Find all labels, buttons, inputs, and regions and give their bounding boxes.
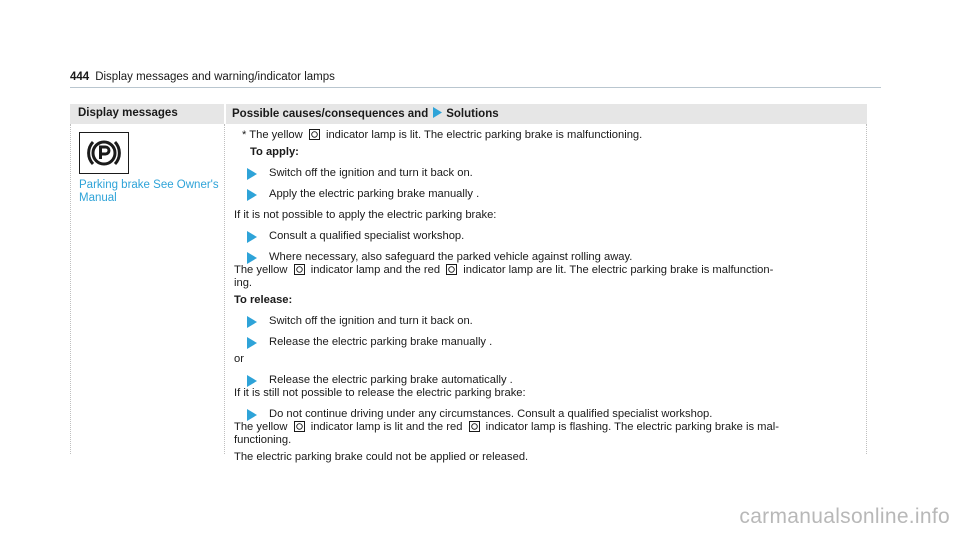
parking-brake-icon <box>446 264 457 275</box>
step <box>234 315 859 328</box>
messages-table <box>70 104 867 463</box>
line-2 <box>234 264 859 277</box>
watermark: carmanualsonline.info <box>739 505 950 528</box>
text: * The yellow <box>242 129 303 141</box>
to-apply-heading: To apply: <box>250 146 299 158</box>
step-text: Apply the electric parking brake manually . <box>269 188 480 200</box>
arrow-right-icon <box>246 315 260 328</box>
col-display-messages-header: Display messages <box>78 107 178 119</box>
text: The yellow <box>234 421 288 433</box>
or-text: or <box>234 353 244 365</box>
arrow-right-icon <box>246 167 260 180</box>
message-link[interactable]: Parking brake See Owner's Manual <box>79 179 219 204</box>
paragraph: If it is still not possible to release the electric parking brake: <box>234 387 526 399</box>
paragraph: The electric parking brake could not be applied or released. <box>234 451 529 463</box>
solutions-cell <box>226 124 867 463</box>
step <box>234 251 859 264</box>
arrow-right-icon <box>246 336 260 349</box>
header-divider <box>224 104 226 124</box>
step-text: Release the electric parking brake automatically . <box>269 374 513 386</box>
display-message-cell <box>70 124 225 454</box>
paragraph: If it is not possible to apply the electric parking brake: <box>234 209 497 221</box>
parking-brake-icon <box>294 264 305 275</box>
parking-brake-icon <box>79 132 129 174</box>
to-release-heading: To release: <box>234 294 293 306</box>
text: indicator lamp and the red <box>310 264 441 276</box>
solutions-label: Solutions <box>446 108 499 120</box>
arrow-right-icon <box>246 188 260 201</box>
text: indicator lamp are lit. The electric parking brake is malfunction- <box>463 264 774 276</box>
parking-brake-icon <box>294 421 305 432</box>
step <box>234 188 859 201</box>
line-1 <box>234 129 859 142</box>
text: indicator lamp is flashing. The electric parking brake is mal- <box>485 421 779 433</box>
table-header <box>70 104 867 124</box>
step-text: Switch off the ignition and turn it back on. <box>269 315 473 327</box>
step <box>234 336 859 349</box>
parking-brake-icon <box>309 129 320 140</box>
page-header <box>70 70 881 88</box>
page-number: 444 <box>70 71 90 83</box>
text: indicator lamp is lit. The electric parking brake is malfunctioning. <box>325 129 643 141</box>
step <box>234 408 859 421</box>
line-2-cont: ing. <box>234 277 253 289</box>
arrow-right-icon <box>246 251 260 264</box>
arrow-right-icon <box>246 374 260 387</box>
line-3-cont: functioning. <box>234 434 292 446</box>
step <box>234 167 859 180</box>
page-title: Display messages and warning/indicator lamps <box>95 71 335 83</box>
col-causes-header <box>232 107 499 121</box>
arrow-right-icon <box>432 107 442 121</box>
step-text: Switch off the ignition and turn it back on. <box>269 167 473 179</box>
step-text: Where necessary, also safeguard the parked vehicle against rolling away. <box>269 251 633 263</box>
causes-label: Possible causes/consequences and <box>232 108 429 120</box>
step-text: Release the electric parking brake manually . <box>269 336 493 348</box>
parking-brake-icon <box>469 421 480 432</box>
text: indicator lamp is lit and the red <box>310 421 463 433</box>
step-text: Consult a qualified specialist workshop. <box>269 230 465 242</box>
text: The yellow <box>234 264 288 276</box>
line-3 <box>234 421 859 434</box>
arrow-right-icon <box>246 408 260 421</box>
step <box>234 374 859 387</box>
step <box>234 230 859 243</box>
step-text: Do not continue driving under any circumstances. Consult a qualified specialist workshop. <box>269 408 713 420</box>
arrow-right-icon <box>246 230 260 243</box>
